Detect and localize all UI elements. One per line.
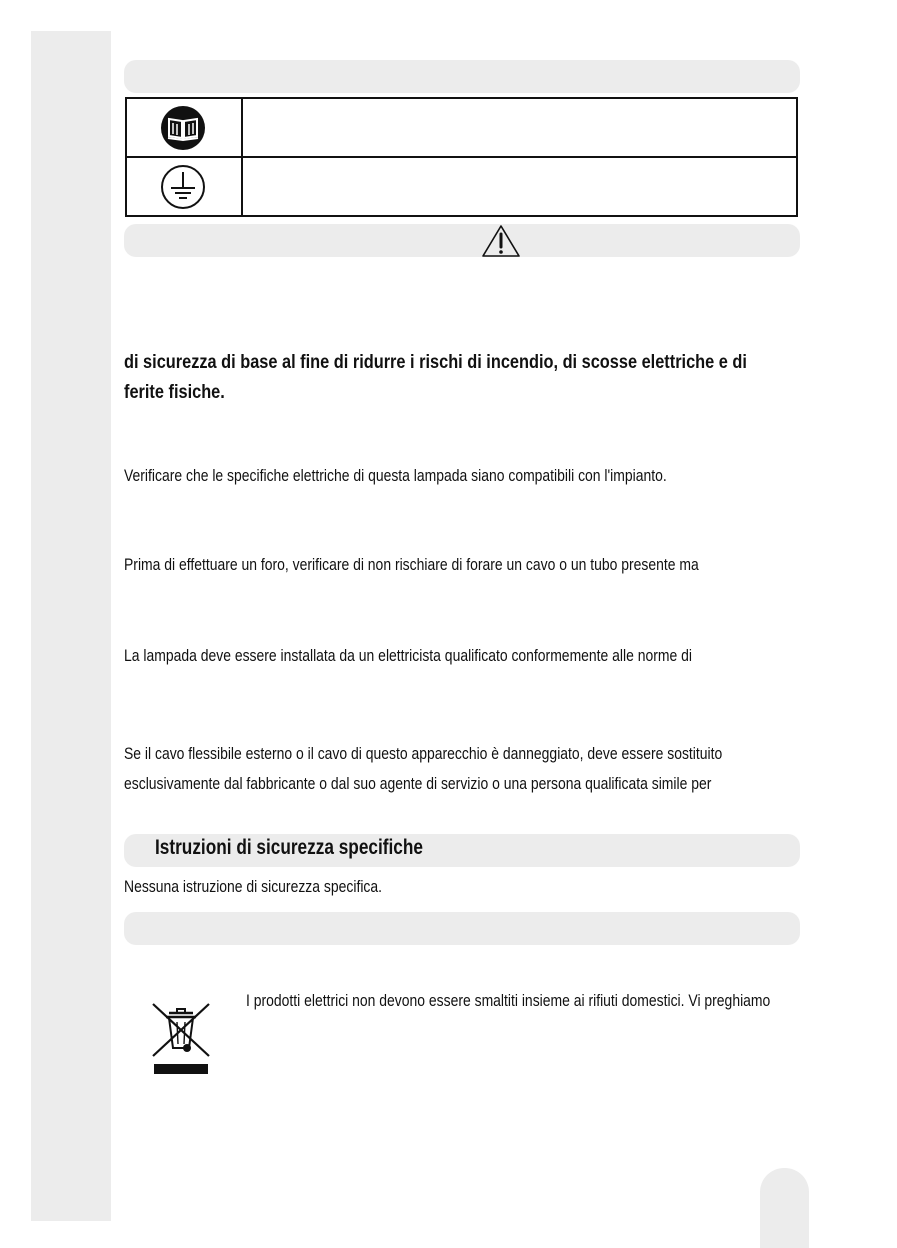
specific-section-heading: Istruzioni di sicurezza specifiche	[155, 836, 423, 859]
ground-earth-icon	[160, 164, 206, 210]
symbols-row	[127, 99, 796, 158]
manual-book-icon	[160, 105, 206, 151]
warning-triangle-icon	[481, 224, 521, 258]
paragraph-cable-line-2: esclusivamente dal fabbricante o dal suo agente di servizio o una persona qualificata simile per	[124, 774, 712, 793]
section-band-specific	[124, 834, 800, 867]
paragraph-electrical-specs: Verificare che le specifiche elettriche di questa lampada siano compatibili con l'impianto.	[124, 466, 667, 485]
section-band-symbols	[124, 60, 800, 93]
paragraph-drilling: Prima di effettuare un foro, verificare di non rischiare di forare un cavo o un tubo presente ma	[124, 555, 699, 574]
symbols-table	[125, 97, 798, 217]
page-number-tab	[760, 1168, 809, 1248]
side-tab	[31, 234, 100, 282]
paragraph-installation: La lampada deve essere installata da un elettricista qualificato conformemente alle norme di	[124, 646, 692, 665]
symbols-row	[127, 158, 796, 215]
intro-bold-line-1: di sicurezza di base al fine di ridurre i rischi di incendio, di scosse elettriche e di	[124, 352, 747, 373]
side-strip	[31, 31, 111, 1221]
intro-bold-line-2: ferite fisiche.	[124, 382, 225, 403]
symbols-icon-cell	[127, 158, 243, 215]
section-band-warning	[124, 224, 800, 257]
paragraph-cable-line-1: Se il cavo flessibile esterno o il cavo di questo apparecchio è danneggiato, deve essere sostituito	[124, 744, 723, 763]
crossed-out-bin-icon	[150, 1000, 212, 1076]
symbols-icon-cell	[127, 99, 243, 156]
disposal-text: I prodotti elettrici non devono essere smaltiti insieme ai rifiuti domestici. Vi preghiamo	[246, 991, 771, 1010]
section-band-disposal	[124, 912, 800, 945]
specific-section-text: Nessuna istruzione di sicurezza specifica.	[124, 877, 383, 896]
